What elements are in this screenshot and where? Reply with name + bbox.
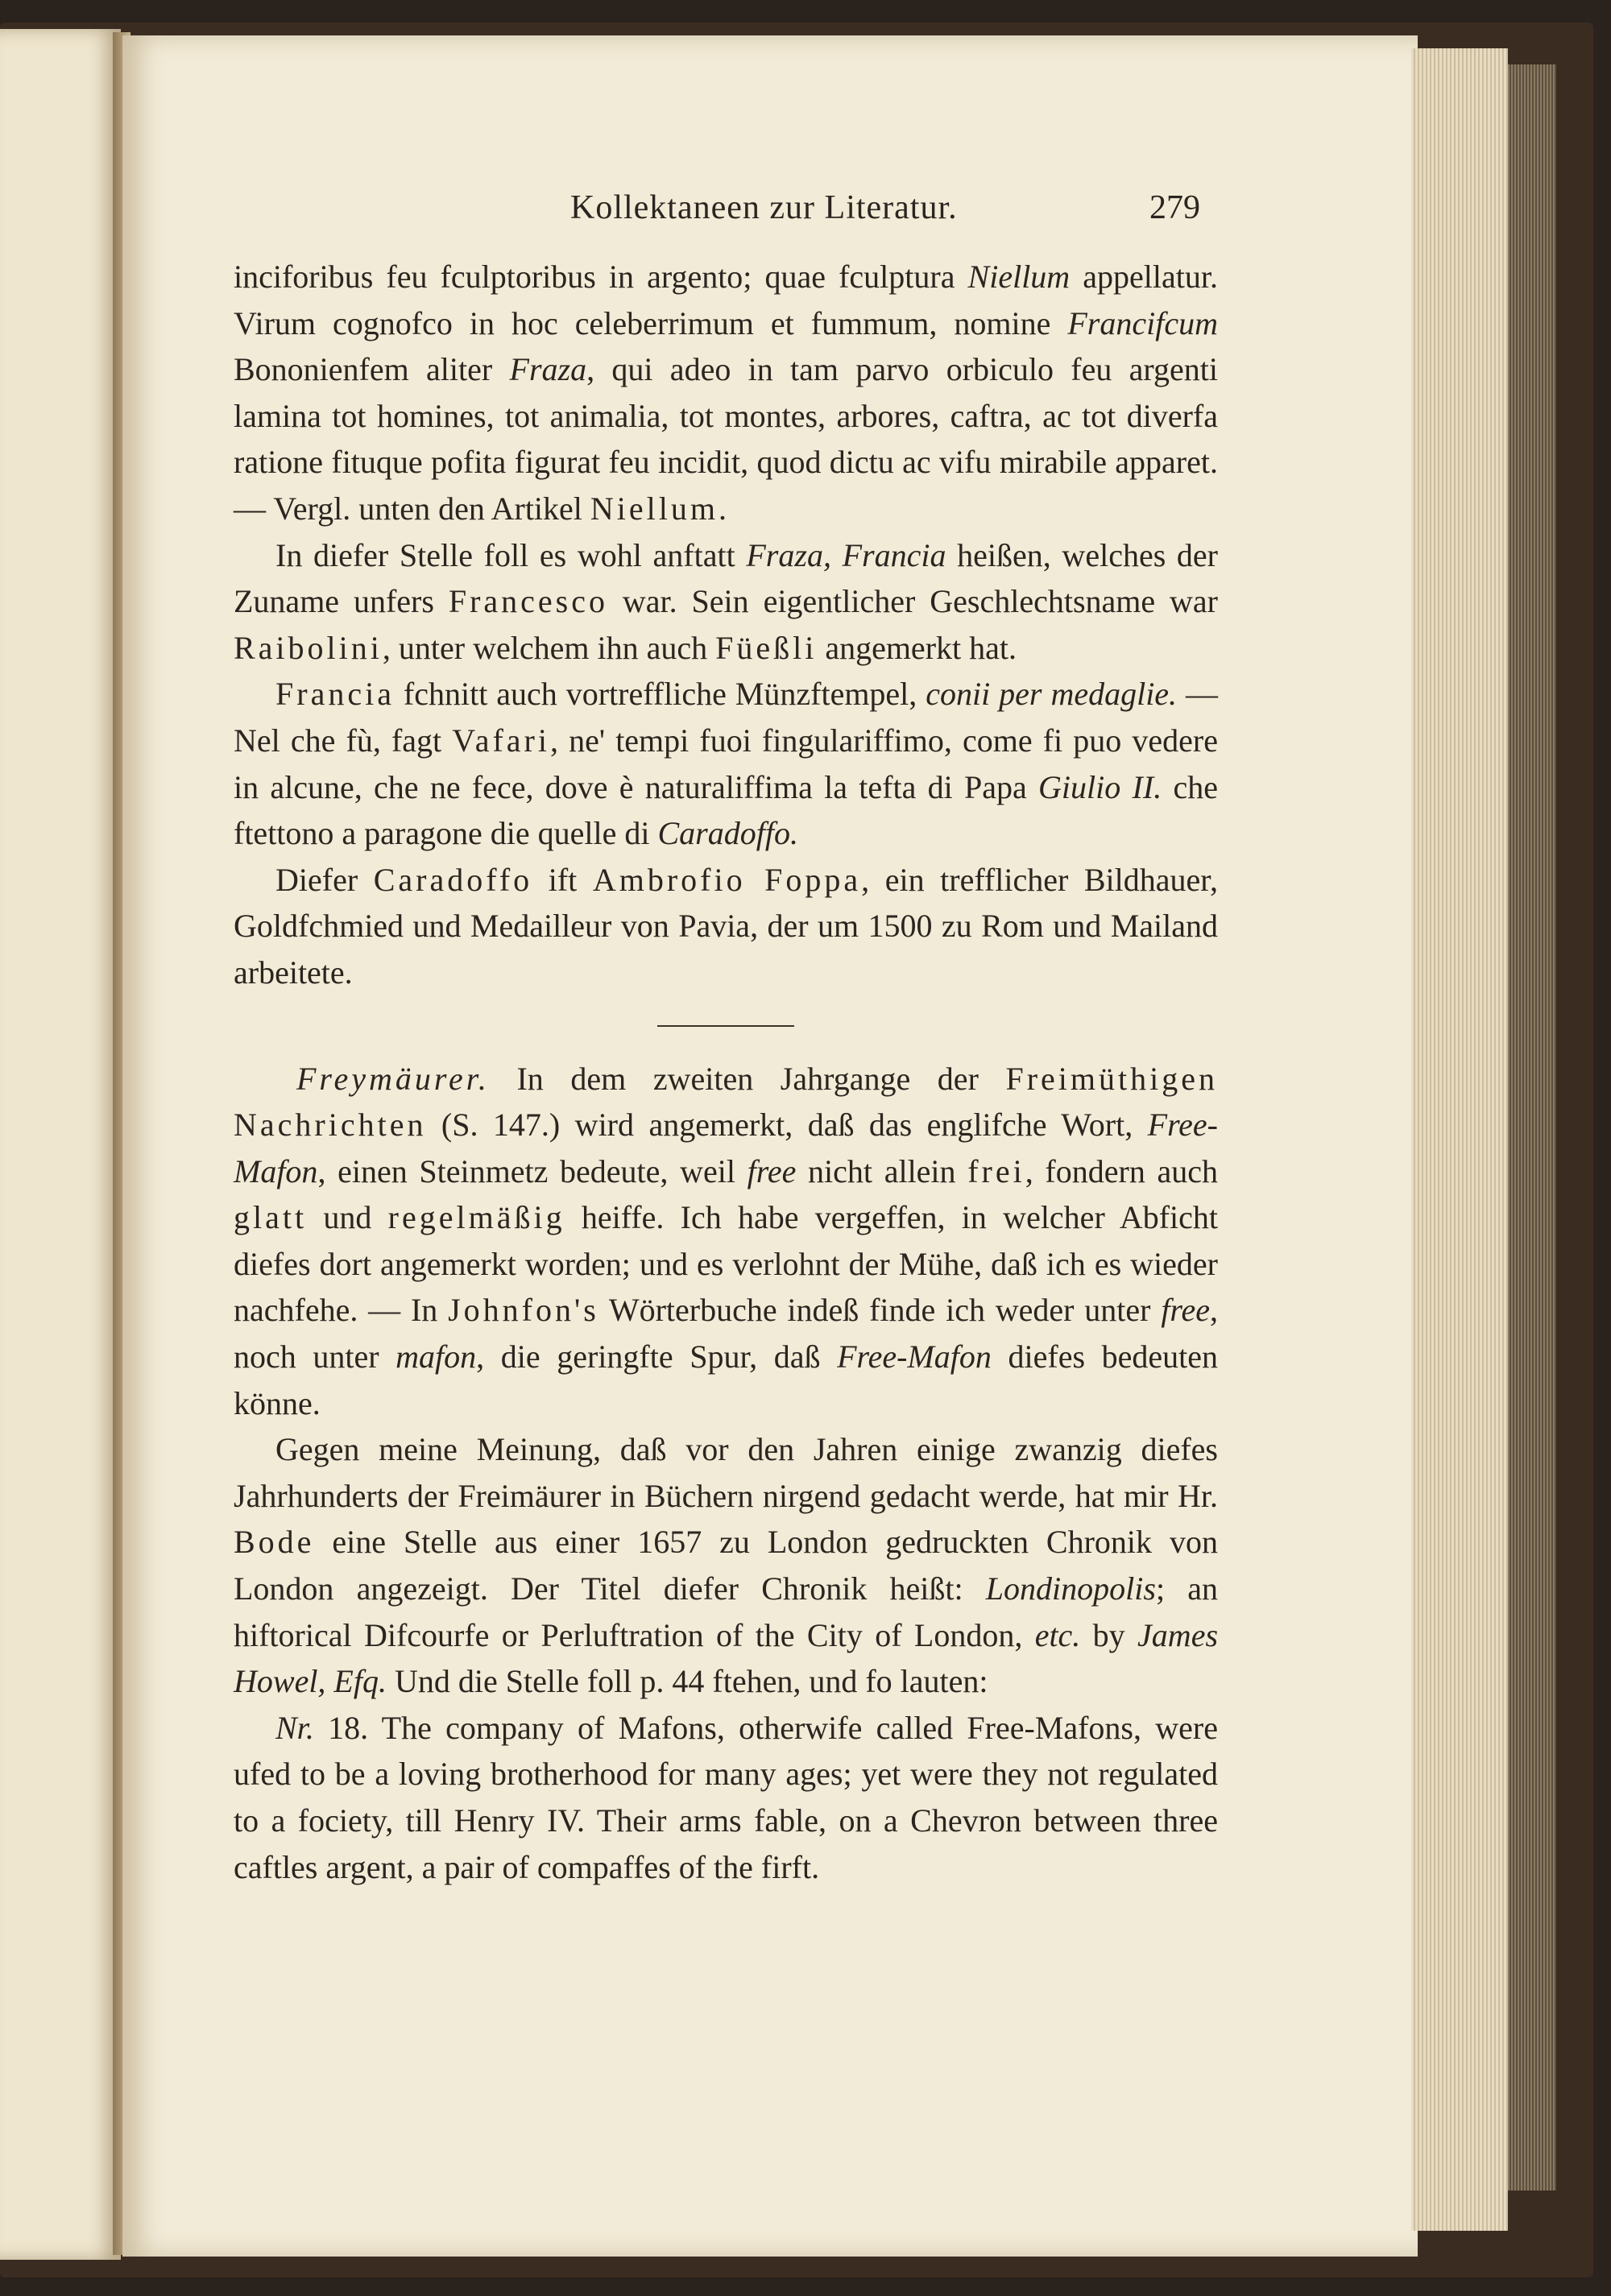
paragraph-5 xyxy=(234,1056,1218,1427)
text-run: und xyxy=(307,1199,388,1236)
text-run: Bode xyxy=(234,1524,315,1561)
text-run: , einen Steinmetz bedeute, weil xyxy=(317,1152,748,1189)
text-run: Francesco xyxy=(448,583,608,620)
text-run: free xyxy=(1161,1292,1211,1329)
text-run: ; an hiftorical Difcourfe or Perluftration of the City of London, xyxy=(234,1570,1218,1653)
text-body xyxy=(234,254,1218,1890)
text-run: Diefer xyxy=(275,861,374,898)
text-run: by xyxy=(1080,1616,1138,1653)
text-run: , unter welchem ihn auch xyxy=(382,629,716,666)
page-edges xyxy=(1411,48,1508,2231)
text-run: Ambrofio Foppa xyxy=(592,861,862,898)
text-run: James Howel, Efq. xyxy=(234,1616,1219,1700)
text-run: Wörterbuche indeß finde ich weder unter xyxy=(598,1292,1162,1329)
text-run: glatt xyxy=(234,1199,308,1236)
text-run: Free-Mafon xyxy=(837,1338,992,1376)
text-run: Freimüthigen Nachrichten xyxy=(234,1060,1218,1144)
page-number: 279 xyxy=(1149,189,1200,226)
text-run: , die geringfte Spur, daß xyxy=(476,1338,838,1376)
paragraph-2 xyxy=(234,532,1218,672)
running-title: Kollektaneen zur Literatur. xyxy=(570,189,958,226)
text-run: Bononienfem aliter xyxy=(234,351,510,388)
text-run: fchnitt auch vortreffliche Münzftempel, xyxy=(394,676,926,713)
paragraph-7 xyxy=(234,1705,1218,1890)
text-run: , ne' tempi fuoi fingulariffimo, come fi puo vedere in alcune, che ne fece, dove è naturaliffima la tefta di Papa xyxy=(234,722,1218,805)
text-run: appellatur. Virum cognofco in hoc celeberrimum et fummum, nomine xyxy=(234,259,1218,341)
text-run: Caradoffo xyxy=(373,861,533,898)
text-run: Londinopolis xyxy=(985,1570,1156,1607)
text-run: Und die Stelle foll p. 44 ftehen, und fo lauten: xyxy=(386,1663,988,1700)
text-run: — Nel che fù, fagt xyxy=(234,676,1219,759)
text-run: In dem zweiten Jahrgange der xyxy=(489,1060,1006,1097)
text-run: regelmäßig xyxy=(387,1199,565,1236)
text-run: Francia xyxy=(275,676,395,713)
text-run: heiffe. Ich habe vergeffen, in welcher Abficht diefes dort angemerkt worden; und es verlohnt der Mühe, daß ich es wieder nachfehe. — In xyxy=(234,1199,1219,1329)
text-run: nicht allein xyxy=(796,1152,968,1189)
text-run: etc. xyxy=(1034,1616,1081,1653)
text-run: , qui adeo in tam parvo orbiculo feu argenti lamina tot homines, tot animalia, tot montes, arbores, caftra, ac tot diverfa ratione fituque pofita figurat feu incidit, quod dictu ac vifu mirabile apparet. — Vergl. unten den Artikel xyxy=(234,351,1219,527)
text-run: heißen, welches der Zuname unfers xyxy=(234,536,1219,620)
text-run: Gegen meine Meinung, daß vor den Jahren einige zwanzig diefes Jahrhunderts der Freimäurer in Büchern nirgend gedacht werde, hat mir Hr. xyxy=(234,1431,1218,1514)
text-run: Niellum. xyxy=(590,490,731,527)
text-run: 18. The company of Mafons, otherwife called Free-Mafons, were ufed to be a loving brotherhood for many ages; yet were they not regulated to a fociety, till Henry IV. Their arms fable, on a Chevron between three caftles argent, a pair of compaffes of the firft. xyxy=(234,1709,1218,1885)
paragraph-1 xyxy=(234,254,1218,532)
text-run: , ein trefflicher Bildhauer, Goldfchmied und Medailleur von Pavia, der um 1500 zu Rom und Mailand arbeitete. xyxy=(234,861,1218,991)
text-run: che ftettono a paragone die quelle di xyxy=(234,768,1218,852)
left-page-edge xyxy=(0,29,121,2260)
text-run: angemerkt hat. xyxy=(817,629,1017,666)
text-run: frei xyxy=(967,1152,1025,1189)
text-run: , fondern auch xyxy=(1025,1152,1219,1189)
text-run: ift xyxy=(532,861,593,898)
text-run: inciforibus feu fculptoribus in argento; quae fculptura xyxy=(234,259,968,295)
paragraph-6 xyxy=(234,1426,1218,1705)
text-run: free xyxy=(747,1152,797,1189)
text-run: In diefer Stelle foll es wohl anftatt xyxy=(275,536,747,573)
text-run: Free-Mafon xyxy=(234,1107,1218,1189)
text-run: Raibolini xyxy=(234,629,383,666)
paragraph-3 xyxy=(234,671,1218,856)
paragraph-4 xyxy=(234,857,1218,996)
text-run: Niellum xyxy=(967,259,1071,295)
text-run: , noch unter xyxy=(234,1292,1219,1376)
text-run: Johnfon's xyxy=(448,1292,599,1329)
text-run: Vafari xyxy=(452,722,550,759)
running-header xyxy=(234,187,1200,238)
text-run: war. Sein eigentlicher Geschlechtsname war xyxy=(607,583,1219,620)
text-run: mafon xyxy=(396,1338,477,1376)
text-run: eine Stelle aus einer 1657 zu London gedruckten Chronik von London angezeigt. Der Titel diefer Chronik heißt: xyxy=(234,1524,1218,1607)
page-edges-dark xyxy=(1508,64,1556,2191)
section-divider xyxy=(657,1025,794,1027)
text-run: conii per medaglie. xyxy=(926,676,1178,713)
text-run: Giulio II. xyxy=(1038,768,1162,805)
text-run: Fraza xyxy=(509,351,587,388)
text-run: diefes bedeuten könne. xyxy=(234,1338,1218,1421)
text-run: (S. 147.) wird angemerkt, daß das englifche Wort, xyxy=(426,1107,1148,1144)
text-run: Nr. xyxy=(275,1709,314,1746)
text-run: Francifcum xyxy=(1067,304,1218,341)
text-run: Caradoffo. xyxy=(657,815,798,852)
text-run: Fraza, Francia xyxy=(746,536,946,573)
text-run: Füeßli xyxy=(715,629,818,666)
text-run: Freymäurer. xyxy=(296,1060,490,1097)
